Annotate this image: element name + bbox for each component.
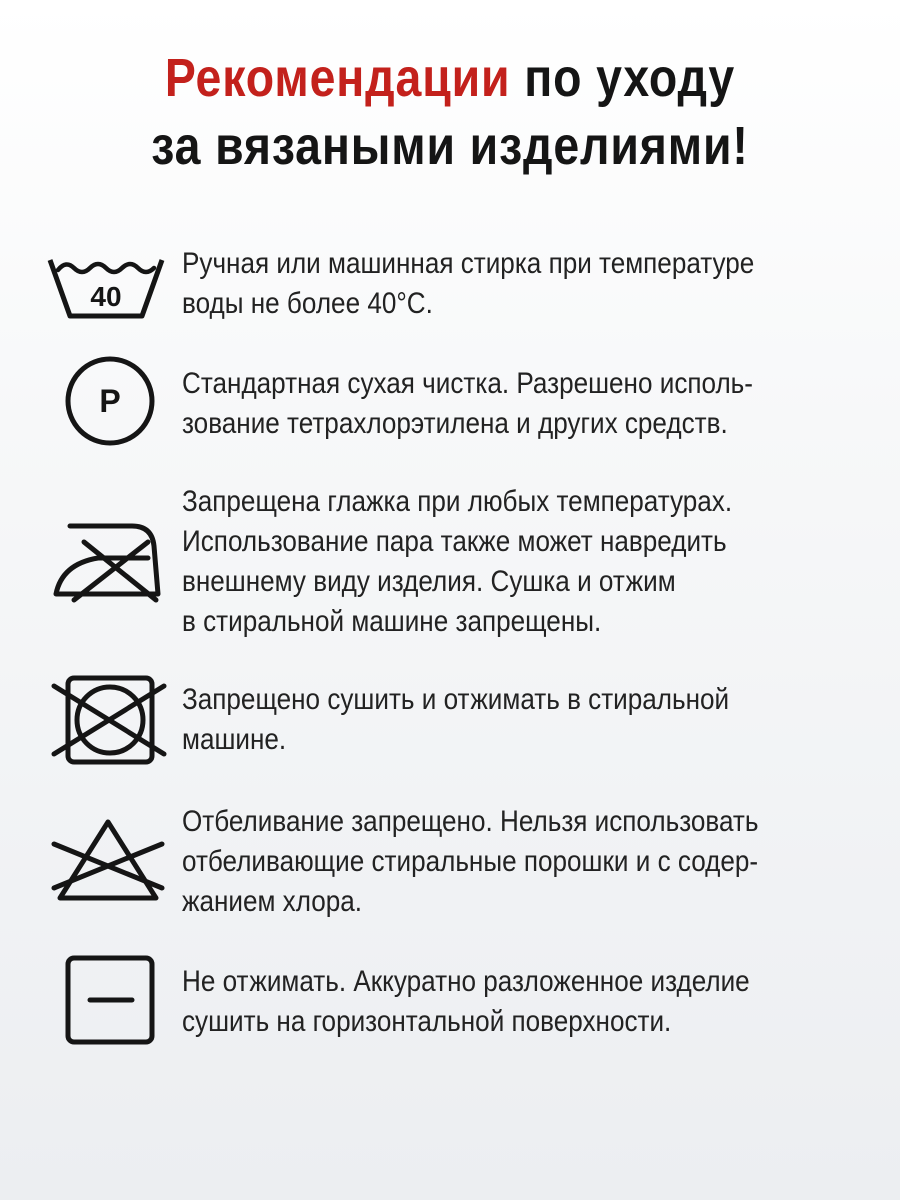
do-not-bleach-icon <box>44 816 168 908</box>
care-item-wash-text: Ручная или машинная стирка при температуре воды не более 40°С. <box>182 247 755 320</box>
title-line-1 <box>63 44 837 112</box>
dry-clean-p-icon <box>44 354 168 450</box>
care-item-dry-flat-text: Не отжимать. Аккуратно разложенное изделие сушить на горизонтальной поверхности. <box>182 965 750 1038</box>
dry-clean-letter: P <box>99 383 121 419</box>
care-item-dry-clean-text: Стандартная сухая чистка. Разрешено исполь- зование тетрахлорэтилена и других средств. <box>182 367 753 440</box>
do-not-iron-icon <box>44 512 168 604</box>
page-title <box>63 44 837 180</box>
title-accent-word: Рекомендации <box>164 48 511 108</box>
dry-flat-icon <box>44 954 168 1046</box>
wash-temperature-label: 40 <box>90 281 122 312</box>
care-item-iron-text: Запрещена глажка при любых температурах. Использование пара также может навредить внешнему виду изделия. Сушка и отжим в стиральной машине запрещены. <box>182 485 733 638</box>
do-not-tumble-dry-icon <box>44 672 168 768</box>
title-line-1-rest: по уходу <box>524 48 736 108</box>
hand-machine-wash-40-icon <box>44 248 168 322</box>
care-item-tumble-text: Запрещено сушить и отжимать в стиральной машине. <box>182 683 730 756</box>
title-line-2: за вязаными изделиями! <box>151 116 749 176</box>
care-item-bleach-text: Отбеливание запрещено. Нельзя использовать отбеливающие стиральные порошки и с содер- жанием хлора. <box>182 805 759 918</box>
